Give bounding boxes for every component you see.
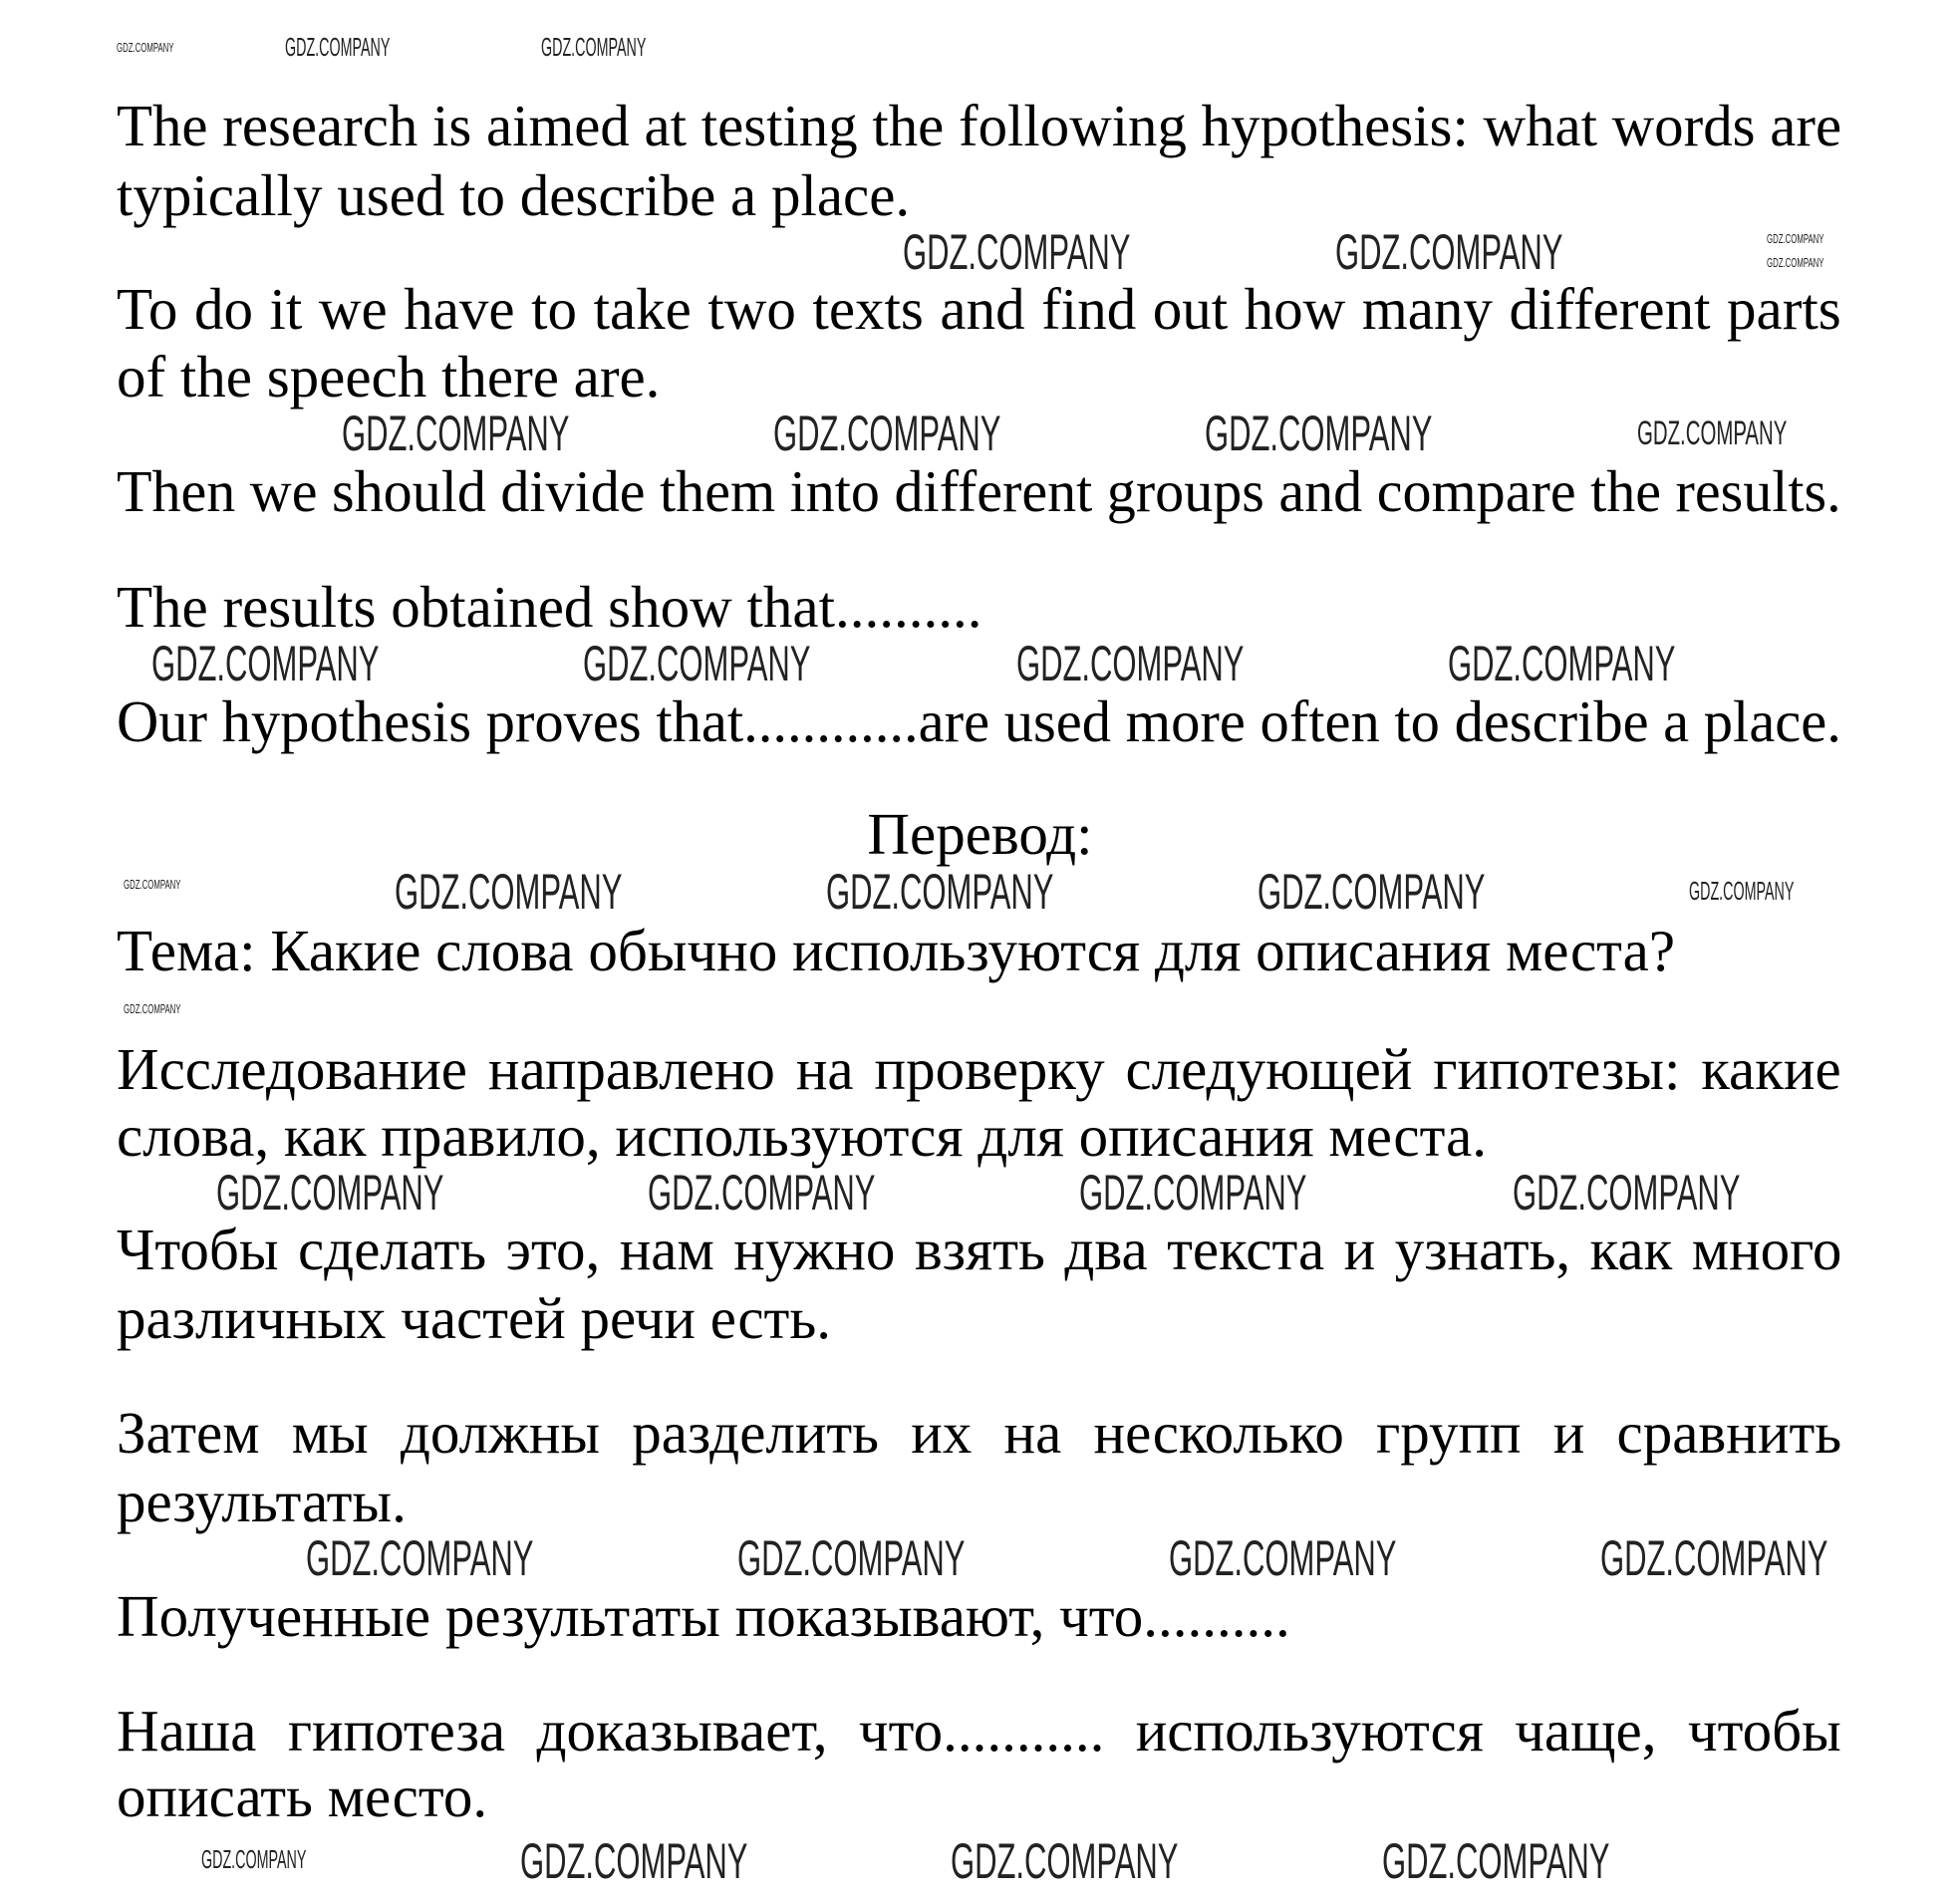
- watermark: GDZ.COMPANY: [1169, 1530, 1397, 1586]
- paragraph-line: typically used to describe a place.: [117, 162, 911, 228]
- watermark: GDZ.COMPANY: [117, 40, 174, 55]
- watermark: GDZ.COMPANY: [520, 1833, 748, 1889]
- watermark: GDZ.COMPANY: [124, 877, 181, 892]
- watermark: GDZ.COMPANY: [648, 1165, 876, 1221]
- watermark: GDZ.COMPANY: [1767, 231, 1824, 246]
- paragraph-line: Чтобы сделать это, нам нужно взять два текста и узнать, как много: [117, 1217, 1842, 1282]
- watermark: GDZ.COMPANY: [1205, 406, 1433, 461]
- paragraph-line: описать место.: [117, 1764, 488, 1829]
- paragraph-line: результаты.: [117, 1469, 407, 1534]
- watermark: GDZ.COMPANY: [773, 406, 1001, 461]
- paragraph-line: Then we should divide them into different groups and compare the results.: [117, 458, 1841, 524]
- watermark: GDZ.COMPANY: [541, 32, 647, 62]
- watermark: GDZ.COMPANY: [903, 224, 1131, 280]
- paragraph-line: различных частей речи есть.: [117, 1285, 831, 1351]
- watermark: GDZ.COMPANY: [826, 864, 1054, 920]
- watermark: GDZ.COMPANY: [285, 32, 391, 62]
- watermark: GDZ.COMPANY: [1448, 636, 1676, 691]
- watermark: GDZ.COMPANY: [1767, 255, 1824, 270]
- watermark: GDZ.COMPANY: [306, 1530, 534, 1586]
- watermark: GDZ.COMPANY: [1016, 636, 1245, 691]
- paragraph-line: Исследование направлено на проверку следующей гипотезы: какие: [117, 1036, 1841, 1102]
- paragraph-line: To do it we have to take two texts and find out how many different parts: [117, 276, 1841, 342]
- paragraph-line: Our hypothesis proves that............are used more often to describe a place.: [117, 688, 1841, 754]
- watermark: GDZ.COMPANY: [1258, 864, 1486, 920]
- paragraph-line: The research is aimed at testing the following hypothesis: what words are: [117, 93, 1842, 158]
- watermark: GDZ.COMPANY: [395, 864, 623, 920]
- watermark: GDZ.COMPANY: [1335, 224, 1563, 280]
- watermark: GDZ.COMPANY: [124, 1001, 181, 1016]
- watermark: GDZ.COMPANY: [1637, 414, 1788, 452]
- watermark: GDZ.COMPANY: [583, 636, 811, 691]
- paragraph-line: Наша гипотеза доказывает, что........... используются чаще, чтобы: [117, 1698, 1841, 1764]
- paragraph-line: Полученные результаты показывают, что..........: [117, 1583, 1290, 1649]
- translation-heading: Перевод:: [867, 801, 1093, 867]
- watermark: GDZ.COMPANY: [1382, 1833, 1610, 1889]
- paragraph-line: слова, как правило, используются для описания места.: [117, 1103, 1488, 1169]
- paragraph-line: Тема: Какие слова обычно используются для описания места?: [117, 918, 1676, 983]
- watermark: GDZ.COMPANY: [1513, 1165, 1741, 1221]
- paragraph-line: The results obtained show that..........: [117, 574, 982, 640]
- watermark: GDZ.COMPANY: [737, 1530, 966, 1586]
- paragraph-line: of the speech there are.: [117, 344, 661, 409]
- paragraph-line: Затем мы должны разделить их на несколько групп и сравнить: [117, 1400, 1842, 1466]
- watermark: GDZ.COMPANY: [342, 406, 570, 461]
- watermark: GDZ.COMPANY: [201, 1844, 307, 1874]
- watermark: GDZ.COMPANY: [1079, 1165, 1307, 1221]
- watermark: GDZ.COMPANY: [216, 1165, 444, 1221]
- watermark: GDZ.COMPANY: [1689, 876, 1795, 906]
- watermark: GDZ.COMPANY: [151, 636, 380, 691]
- watermark: GDZ.COMPANY: [1600, 1530, 1828, 1586]
- watermark: GDZ.COMPANY: [951, 1833, 1179, 1889]
